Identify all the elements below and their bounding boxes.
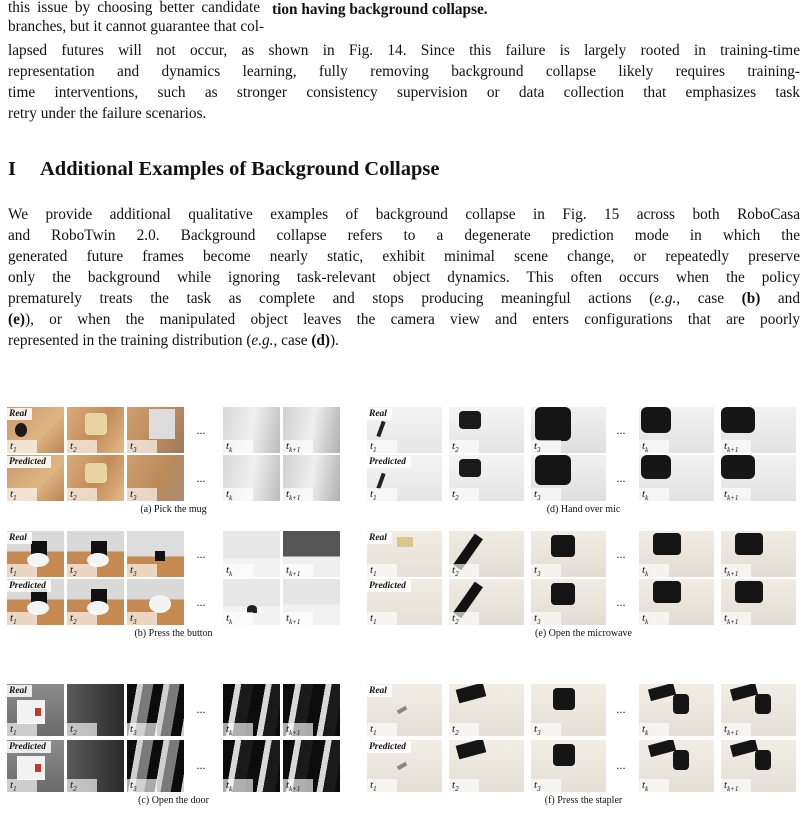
subfigure-caption: (a) Pick the mug [140, 504, 207, 515]
time-label: $t_3$ [127, 779, 157, 792]
subfigure-caption: (d) Hand over mic [546, 504, 621, 515]
subfigure-caption: (b) Press the button [134, 628, 213, 639]
subfigure-caption: (c) Open the door [138, 795, 209, 806]
time-label: $t_k$ [223, 488, 253, 501]
time-label: $t_3$ [531, 779, 561, 792]
time-label: $t_k$ [223, 779, 253, 792]
text-line: this issue by choosing better candidate [8, 0, 260, 16]
video-frame [127, 531, 184, 577]
time-label: $t_2$ [67, 440, 97, 453]
real-row [367, 407, 800, 453]
ellipsis: ... [616, 758, 626, 772]
video-frame [531, 579, 606, 625]
time-label: $t_2$ [67, 612, 97, 625]
video-frame [127, 455, 184, 501]
video-frame [67, 684, 124, 736]
video-frame [721, 531, 796, 577]
video-frame [639, 740, 714, 792]
video-frame [283, 684, 340, 736]
video-frame [67, 740, 124, 792]
real-row [367, 684, 800, 736]
time-label: $t_1$ [7, 779, 37, 792]
text-line: We provide additional qualitative examples of background collapse in Fig. 15 across both RoboCasa [8, 206, 800, 223]
video-frame [721, 740, 796, 792]
predicted-row [367, 579, 800, 625]
figure-caption-fragment: tion having background collapse. [272, 1, 488, 18]
figure-panel-c [7, 684, 340, 814]
ellipsis: ... [196, 471, 206, 485]
time-label: $t_k$ [223, 564, 253, 577]
time-label: $t_3$ [531, 564, 561, 577]
case-ref: (d) [311, 332, 331, 349]
text-run: e.g. [251, 332, 274, 349]
time-label: $t_k$ [639, 723, 669, 736]
case-ref: (e) [8, 311, 25, 328]
video-frame [639, 684, 714, 736]
time-label: $t_k$ [639, 612, 669, 625]
paragraph-body [8, 204, 800, 351]
time-label: $t_3$ [531, 723, 561, 736]
video-frame [283, 579, 340, 625]
time-label: $t_3$ [531, 440, 561, 453]
case-ref: (b) [741, 290, 761, 307]
time-label: $t_1$ [367, 612, 397, 625]
ellipsis: ... [196, 702, 206, 716]
ellipsis: ... [616, 547, 626, 561]
time-label: $t_1$ [7, 488, 37, 501]
time-label: $t_2$ [67, 564, 97, 577]
text-run: and [760, 290, 800, 307]
time-label: $t_3$ [127, 440, 157, 453]
row-label-real: Real [7, 532, 32, 544]
video-frame [67, 579, 124, 625]
ellipsis: ... [616, 595, 626, 609]
subfigure-caption: (e) Open the microwave [535, 628, 632, 639]
video-frame [721, 684, 796, 736]
video-frame [223, 531, 280, 577]
row-label-predicted: Predicted [7, 456, 51, 468]
time-label: $t_2$ [449, 612, 479, 625]
time-label: $t_2$ [67, 488, 97, 501]
figure-panel-e [367, 531, 800, 643]
video-frame [639, 531, 714, 577]
text-line: and RoboTwin 2.0. Background collapse refers to a degenerate prediction mode in which the [8, 227, 800, 244]
video-frame [67, 455, 124, 501]
video-frame [223, 407, 280, 453]
text-line: retry under the failure scenarios. [8, 105, 207, 122]
time-label: $t_{k+1}$ [721, 440, 751, 453]
text-run: e.g. [654, 290, 677, 307]
ellipsis: ... [616, 471, 626, 485]
video-frame [127, 407, 184, 453]
time-label: $t_3$ [531, 488, 561, 501]
predicted-row [7, 579, 340, 625]
time-label: $t_{k+1}$ [721, 564, 751, 577]
video-frame [721, 455, 796, 501]
video-frame [127, 740, 184, 792]
video-frame [67, 531, 124, 577]
time-label: $t_1$ [367, 488, 397, 501]
section-heading [8, 158, 439, 181]
time-label: $t_k$ [223, 723, 253, 736]
time-label: $t_3$ [127, 723, 157, 736]
text-line: time interventions, such as stronger consistency supervision or data collection that emphasizes task [8, 84, 800, 101]
text-line: representation and dynamics learning, fully removing background collapse likely requires training- [8, 63, 800, 80]
video-frame [283, 455, 340, 501]
ellipsis: ... [196, 423, 206, 437]
video-frame [449, 579, 524, 625]
video-frame [67, 407, 124, 453]
video-frame [449, 407, 524, 453]
time-label: $t_k$ [639, 488, 669, 501]
time-label: $t_{k+1}$ [721, 488, 751, 501]
text-run: , case [273, 332, 312, 349]
time-label: $t_3$ [127, 612, 157, 625]
figure-panel-f [367, 684, 800, 814]
row-label-real: Real [7, 685, 32, 697]
time-label: $t_{k+1}$ [721, 612, 751, 625]
time-label: $t_k$ [639, 440, 669, 453]
video-frame [531, 684, 606, 736]
time-label: $t_1$ [7, 612, 37, 625]
real-row [7, 407, 340, 453]
time-label: $t_k$ [639, 564, 669, 577]
predicted-row [367, 455, 800, 501]
row-label-real: Real [7, 408, 32, 420]
time-label: $t_3$ [127, 488, 157, 501]
subfigure-caption: (f) Press the stapler [544, 795, 623, 806]
text-line: generated future frames become nearly static, exhibit minimal scene change, or repeatedly preserve [8, 248, 800, 265]
video-frame [127, 684, 184, 736]
figure-panel-d [367, 407, 800, 519]
time-label: $t_2$ [67, 779, 97, 792]
ellipsis: ... [616, 702, 626, 716]
time-label: $t_1$ [7, 723, 37, 736]
text-line [8, 288, 800, 309]
video-frame [449, 684, 524, 736]
row-label-predicted: Predicted [7, 580, 51, 592]
ellipsis: ... [196, 758, 206, 772]
video-frame [223, 740, 280, 792]
row-label-real: Real [367, 685, 392, 697]
predicted-row [7, 455, 340, 501]
text-run: , case [676, 290, 742, 307]
time-label: $t_{k+1}$ [283, 564, 313, 577]
time-label: $t_1$ [367, 564, 397, 577]
text-run: represented in the training distribution ( [8, 332, 252, 349]
section-title: Additional Examples of Background Collapse [40, 158, 440, 180]
time-label: $t_{k+1}$ [721, 723, 751, 736]
section-number: I [8, 158, 16, 180]
video-frame [531, 407, 606, 453]
paragraph-continuation [8, 40, 800, 124]
row-label-real: Real [367, 408, 392, 420]
video-frame [283, 531, 340, 577]
real-row [7, 684, 340, 736]
time-label: $t_3$ [531, 612, 561, 625]
video-frame [283, 740, 340, 792]
time-label: $t_k$ [223, 440, 253, 453]
video-frame [223, 455, 280, 501]
time-label: $t_{k+1}$ [283, 779, 313, 792]
time-label: $t_1$ [367, 440, 397, 453]
ellipsis: ... [196, 595, 206, 609]
video-frame [639, 407, 714, 453]
time-label: $t_k$ [639, 779, 669, 792]
text-run: ). [330, 332, 339, 349]
left-column-text [8, 0, 265, 36]
figure-panel-a [7, 407, 340, 519]
row-label-predicted: Predicted [7, 741, 51, 753]
text-run: prematurely treats the task as complete and stops producing meaningful actions ( [8, 290, 655, 307]
time-label: $t_1$ [367, 723, 397, 736]
time-label: $t_{k+1}$ [283, 723, 313, 736]
top-columns [0, 0, 808, 44]
predicted-row [7, 740, 340, 792]
video-frame [449, 531, 524, 577]
figure-panel-b [7, 531, 340, 643]
video-frame [283, 407, 340, 453]
time-label: $t_2$ [67, 723, 97, 736]
time-label: $t_2$ [449, 779, 479, 792]
time-label: $t_{k+1}$ [283, 612, 313, 625]
real-row [367, 531, 800, 577]
video-frame [223, 684, 280, 736]
predicted-row [367, 740, 800, 792]
time-label: $t_2$ [449, 564, 479, 577]
row-label-predicted: Predicted [367, 580, 411, 592]
time-label: $t_k$ [223, 612, 253, 625]
time-label: $t_{k+1}$ [283, 440, 313, 453]
ellipsis: ... [196, 547, 206, 561]
video-frame [531, 740, 606, 792]
video-frame [531, 455, 606, 501]
video-frame [639, 579, 714, 625]
text-line [8, 330, 800, 351]
time-label: $t_3$ [127, 564, 157, 577]
video-frame [639, 455, 714, 501]
video-frame [449, 740, 524, 792]
time-label: $t_1$ [7, 440, 37, 453]
video-frame [127, 579, 184, 625]
text-run: ), or when the manipulated object leaves the camera view and enters configurations that are poorly [24, 311, 800, 328]
row-label-predicted: Predicted [367, 741, 411, 753]
time-label: $t_1$ [367, 779, 397, 792]
video-frame [721, 407, 796, 453]
text-line: only the background while ignoring task-relevant object dynamics. This often occurs when the policy [8, 269, 800, 286]
video-frame [223, 579, 280, 625]
row-label-real: Real [367, 532, 392, 544]
ellipsis: ... [616, 423, 626, 437]
text-line: lapsed futures will not occur, as shown in Fig. 14. Since this failure is largely rooted in training-time [8, 42, 800, 59]
time-label: $t_2$ [449, 440, 479, 453]
text-line [8, 309, 800, 330]
time-label: $t_{k+1}$ [283, 488, 313, 501]
time-label: $t_2$ [449, 488, 479, 501]
text-line: branches, but it cannot guarantee that col- [8, 18, 265, 35]
video-frame [449, 455, 524, 501]
time-label: $t_{k+1}$ [721, 779, 751, 792]
time-label: $t_2$ [449, 723, 479, 736]
video-frame [721, 579, 796, 625]
time-label: $t_1$ [7, 564, 37, 577]
row-label-predicted: Predicted [367, 456, 411, 468]
video-frame [531, 531, 606, 577]
real-row [7, 531, 340, 577]
